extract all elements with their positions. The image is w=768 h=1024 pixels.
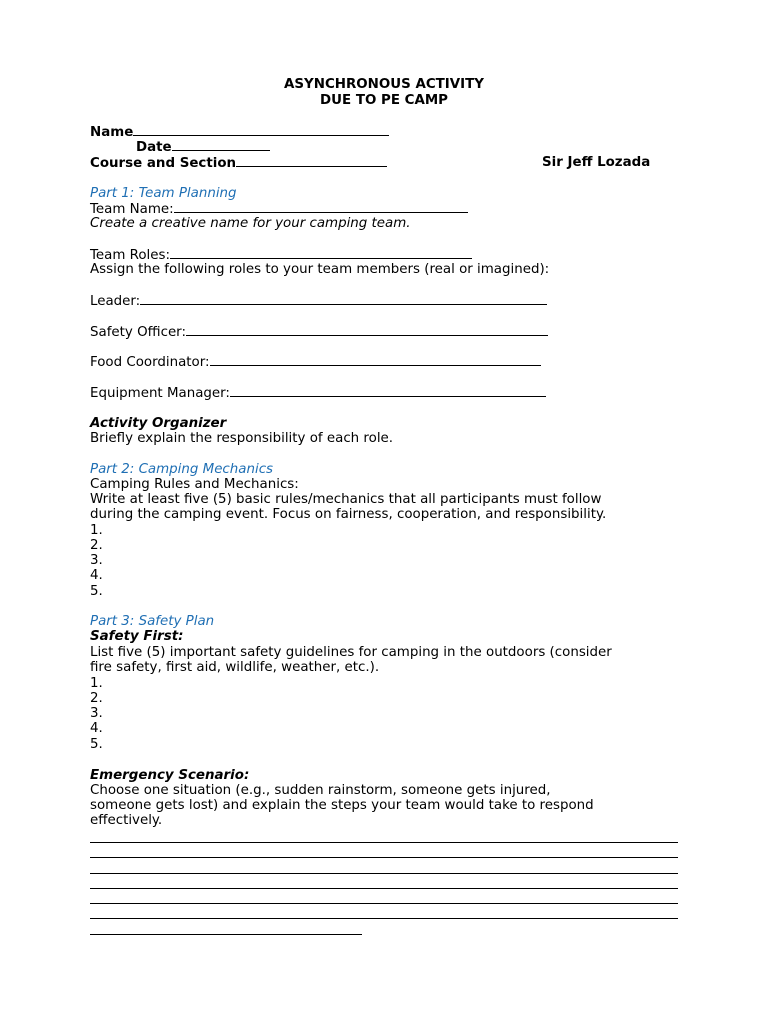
- course-label: Course and Section: [90, 156, 237, 171]
- emergency-scenario-heading: Emergency Scenario:: [90, 768, 250, 783]
- part2-item-number: 2.: [90, 538, 103, 553]
- part1-heading: Part 1: Team Planning: [90, 186, 237, 201]
- team-name-blank[interactable]: [174, 201, 468, 213]
- activity-organizer-heading: Activity Organizer: [90, 416, 227, 431]
- part2-subheading: Camping Rules and Mechanics:: [90, 477, 299, 492]
- emergency-instruction-line: effectively.: [90, 813, 163, 828]
- activity-organizer-text: Briefly explain the responsibility of each role.: [90, 431, 394, 446]
- date-label: Date: [136, 140, 172, 155]
- name-label: Name: [90, 125, 134, 140]
- safety-first-heading: Safety First:: [90, 629, 184, 644]
- role-safety-officer-blank[interactable]: [186, 324, 548, 336]
- document-title: ASYNCHRONOUS ACTIVITY: [284, 77, 484, 92]
- role-equipment-manager-row: [90, 385, 546, 401]
- answer-line[interactable]: [90, 918, 678, 919]
- answer-line[interactable]: [90, 903, 678, 904]
- part2-item-number: 5.: [90, 584, 103, 599]
- part3-instruction-line: fire safety, first aid, wildlife, weather, etc.).: [90, 660, 380, 675]
- document-subtitle: DUE TO PE CAMP: [320, 93, 448, 108]
- role-equipment-manager-label: Equipment Manager:: [90, 386, 230, 401]
- emergency-instruction-line: someone gets lost) and explain the steps your team would take to respond: [90, 798, 594, 813]
- answer-line[interactable]: [90, 857, 678, 858]
- course-row: [90, 155, 387, 171]
- part2-instruction-line: during the camping event. Focus on fairness, cooperation, and responsibility.: [90, 507, 607, 522]
- teacher-name: Sir Jeff Lozada: [542, 155, 651, 170]
- emergency-instruction-line: Choose one situation (e.g., sudden rainstorm, someone gets injured,: [90, 783, 551, 798]
- part2-item-number: 1.: [90, 523, 103, 538]
- role-equipment-manager-blank[interactable]: [230, 385, 546, 397]
- role-safety-officer-row: [90, 324, 548, 340]
- name-blank[interactable]: [133, 124, 389, 136]
- name-row: [90, 124, 389, 140]
- part2-instruction-line: Write at least five (5) basic rules/mechanics that all participants must follow: [90, 492, 602, 507]
- answer-line[interactable]: [90, 873, 678, 874]
- role-leader-label: Leader:: [90, 294, 141, 309]
- part3-item-number: 5.: [90, 737, 103, 752]
- part3-item-number: 2.: [90, 691, 103, 706]
- role-leader-row: [90, 293, 547, 309]
- date-row: [136, 139, 270, 155]
- date-blank[interactable]: [172, 139, 270, 151]
- answer-line[interactable]: [90, 934, 362, 935]
- role-safety-officer-label: Safety Officer:: [90, 325, 186, 340]
- role-food-coordinator-label: Food Coordinator:: [90, 355, 210, 370]
- role-food-coordinator-row: [90, 354, 541, 370]
- answer-line[interactable]: [90, 842, 678, 843]
- course-blank[interactable]: [236, 155, 387, 167]
- answer-line[interactable]: [90, 888, 678, 889]
- part3-item-number: 4.: [90, 721, 103, 736]
- part3-heading: Part 3: Safety Plan: [90, 614, 215, 629]
- team-roles-blank[interactable]: [170, 247, 472, 259]
- team-name-label: Team Name:: [90, 202, 174, 217]
- role-leader-blank[interactable]: [140, 293, 547, 305]
- team-name-hint: Create a creative name for your camping team.: [90, 216, 411, 231]
- part2-item-number: 4.: [90, 568, 103, 583]
- role-food-coordinator-blank[interactable]: [210, 354, 541, 366]
- part2-item-number: 3.: [90, 553, 103, 568]
- part2-heading: Part 2: Camping Mechanics: [90, 462, 274, 477]
- roles-instruction: Assign the following roles to your team members (real or imagined):: [90, 262, 550, 277]
- part3-instruction-line: List five (5) important safety guidelines for camping in the outdoors (consider: [90, 645, 612, 660]
- team-roles-label: Team Roles:: [90, 248, 170, 263]
- part3-item-number: 1.: [90, 676, 103, 691]
- team-name-row: [90, 201, 468, 217]
- part3-item-number: 3.: [90, 706, 103, 721]
- team-roles-row: [90, 247, 472, 263]
